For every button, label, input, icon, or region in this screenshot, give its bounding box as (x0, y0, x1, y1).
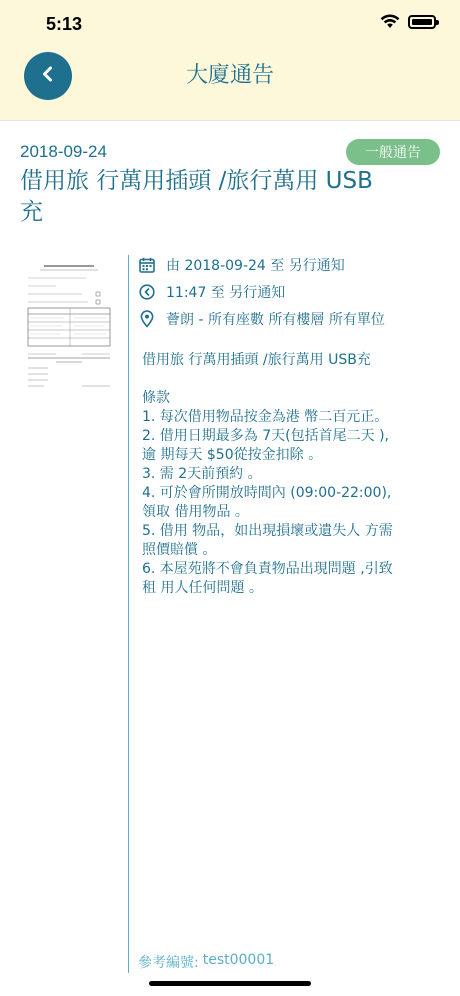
notice-period-text: 由 2018-09-24 至 另行通知 (166, 258, 345, 274)
location-pin-icon (138, 310, 156, 328)
clock-icon (138, 283, 156, 301)
category-badge: 一般通告 (346, 139, 440, 165)
navigation-bar (0, 50, 460, 110)
notice-attachment-thumbnail[interactable] (26, 262, 112, 390)
reference-label: 參考編號: (138, 955, 199, 971)
notice-time-text: 11:47 至 另行通知 (166, 285, 286, 301)
notice-body: 借用旅 行萬用插頭 /旅行萬用 USB充 條款 1. 每次借用物品按金為港 幣二百元正。 2. 借用日期最多為 7天(包括首尾二天 ), 逾 期每天 $50從按金扣除 。 3. 需 2天前預約 。 4. 可於會所開放時間內 (09:00-22:00), 領取 借用物品 。 5. 借用 物品，如出現損壞或遺失人 方需 照價賠償 。 6. 本屋苑將不會負責物品出現問題 ,引致 租 用人任何問題 。 (142, 352, 393, 596)
notice-date: 2018-09-24 (20, 142, 107, 161)
header-divider (0, 120, 460, 121)
page-title: 大廈通告 (185, 63, 274, 88)
reference-value: test00001 (202, 952, 275, 968)
notice-time-row (138, 282, 285, 302)
wifi-icon (380, 14, 400, 29)
calendar-icon (138, 256, 156, 274)
home-indicator (149, 981, 311, 986)
battery-icon (408, 15, 436, 29)
status-time: 5:13 (46, 14, 83, 34)
notice-location-text: 薈朗 - 所有座數 所有樓層 所有單位 (166, 312, 385, 328)
status-bar (0, 0, 460, 50)
content-divider-line (128, 255, 129, 973)
reference-number (138, 952, 274, 972)
notice-period-row (138, 255, 345, 275)
notice-title: 借用旅 行萬用插頭 /旅行萬用 USB充 (20, 168, 373, 225)
notice-location-row (138, 309, 385, 329)
status-icons (380, 14, 436, 29)
